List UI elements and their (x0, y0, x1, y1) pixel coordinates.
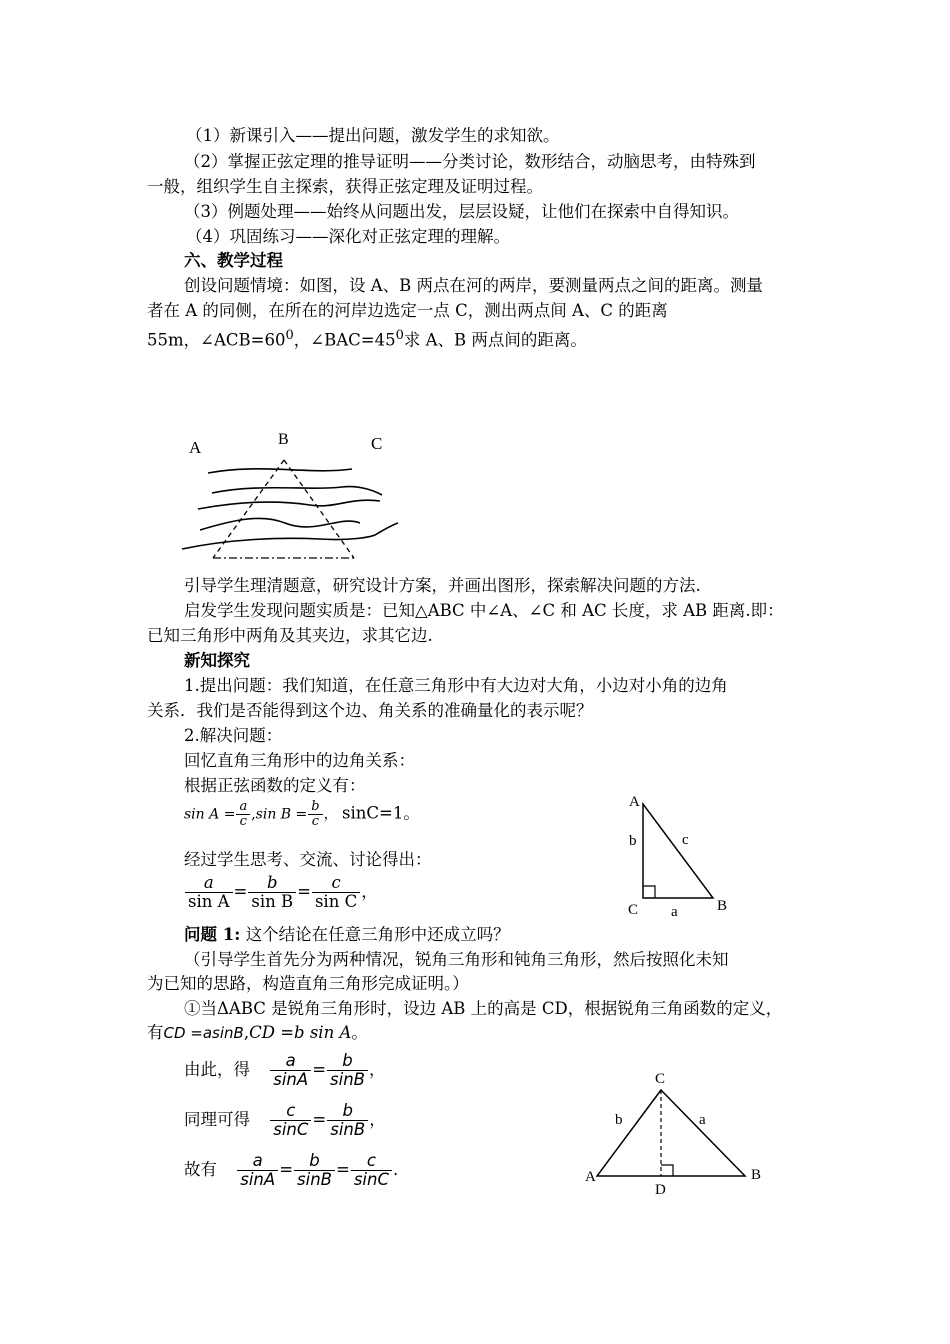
rt-label-c-vertex: C (628, 902, 639, 918)
text-line: （3）例题处理——始终从问题出发，层层设疑，让他们在探索中自得知识。 (184, 202, 739, 221)
formula-similarly: 同理可得 $\frac{c}{\sin C}$ = $\frac{b}{\sin B}$ ， (184, 1101, 386, 1139)
at-label-d-vertex: D (655, 1182, 666, 1198)
text-line: 已知三角形中两角及其夹边，求其它边. (147, 626, 433, 645)
section-heading: 六、教学过程 (184, 251, 283, 270)
text-line: 2.解决问题： (184, 726, 283, 745)
text-line: 有CD =asinB,CD =b sin A。 (147, 1023, 368, 1042)
text-line: 者在 A 的同侧，在所在的河岸边选定一点 C，测出两点间 A、C 的距离 (147, 301, 668, 320)
at-label-c-vertex: C (655, 1071, 666, 1087)
right-triangle-figure (620, 790, 740, 925)
formula-sin-def: sin A = $\frac{a}{c}$ ,sin B = $\frac{b}{c}$ ， sinC=1。 (184, 799, 420, 829)
text-line: 一般，组织学生自主探索，获得正弦定理及证明过程。 (147, 177, 543, 196)
text-line: 问题 1: 这个结论在任意三角形中还成立吗？ (184, 925, 510, 944)
section-heading: 新知探究 (184, 651, 250, 670)
rt-label-side-c: c (682, 832, 689, 848)
text-line: 回忆直角三角形中的边角关系： (184, 751, 415, 770)
text-line: 关系．我们是否能得到这个边、角关系的准确量化的表示呢？ (147, 701, 593, 720)
river-label-c: C (371, 434, 383, 453)
acute-triangle-figure (575, 1065, 775, 1200)
text-line: ①当ΔABC 是锐角三角形时，设边 AB 上的高是 CD，根据锐角三角函数的定义， (184, 999, 783, 1018)
formula-law-of-sines: $\frac{a}{\text{sin A}}$ = $\frac{b}{\text{sin B}}$ = $\frac{c}{\text{sin C}}$ ， (184, 874, 378, 911)
text-line: （引导学生首先分为两种情况，锐角三角形和钝角三角形，然后按照化未知 (184, 950, 729, 969)
at-label-a-vertex: A (585, 1169, 596, 1185)
river-label-b: B (278, 431, 289, 448)
rt-label-side-b: b (629, 833, 637, 849)
text-line: 经过学生思考、交流、讨论得出： (184, 850, 432, 869)
rt-label-a-vertex: A (629, 794, 640, 810)
at-label-b-vertex: B (751, 1167, 762, 1183)
formula-therefore: 故有 $\frac{a}{\sin A}$ = $\frac{b}{\sin B}$ = $\frac{c}{\sin C}$ . (184, 1151, 399, 1189)
text-line: （4）巩固练习——深化对正弦定理的理解。 (186, 227, 510, 246)
text-line: 55m，$\angle ACB=60^0$，$\angle BAC=45^0$求 A、B 两点间的距离。 (147, 328, 587, 350)
text-line: 为已知的思路，构造直角三角形完成证明。） (147, 974, 469, 993)
text-line: 引导学生理清题意，研究设计方案，并画出图形，探索解决问题的方法. (184, 576, 701, 595)
text-line: 根据正弦函数的定义有： (184, 776, 366, 795)
text-line: （2）掌握正弦定理的推导证明——分类讨论，数形结合，动脑思考，由特殊到 (184, 152, 756, 171)
at-label-side-a: a (699, 1112, 706, 1128)
rt-label-b-vertex: B (717, 898, 728, 914)
at-label-side-b: b (615, 1112, 623, 1128)
text-line: 启发学生发现问题实质是：已知△ABC 中∠A、∠C 和 AC 长度，求 AB 距离.即： (184, 601, 784, 620)
river-label-a: A (189, 438, 202, 457)
text-line: 创设问题情境：如图，设 A、B 两点在河的两岸，要测量两点之间的距离。测量 (184, 276, 764, 295)
river-figure (170, 425, 410, 565)
text-line: （1）新课引入——提出问题，激发学生的求知欲。 (186, 126, 560, 145)
rt-label-side-a: a (671, 904, 678, 920)
text-line: 1.提出问题：我们知道，在任意三角形中有大边对大角，小边对小角的边角 (184, 676, 728, 695)
formula-thus: 由此，得 $\frac{a}{\sin A}$ = $\frac{b}{\sin B}$ ， (184, 1051, 386, 1089)
